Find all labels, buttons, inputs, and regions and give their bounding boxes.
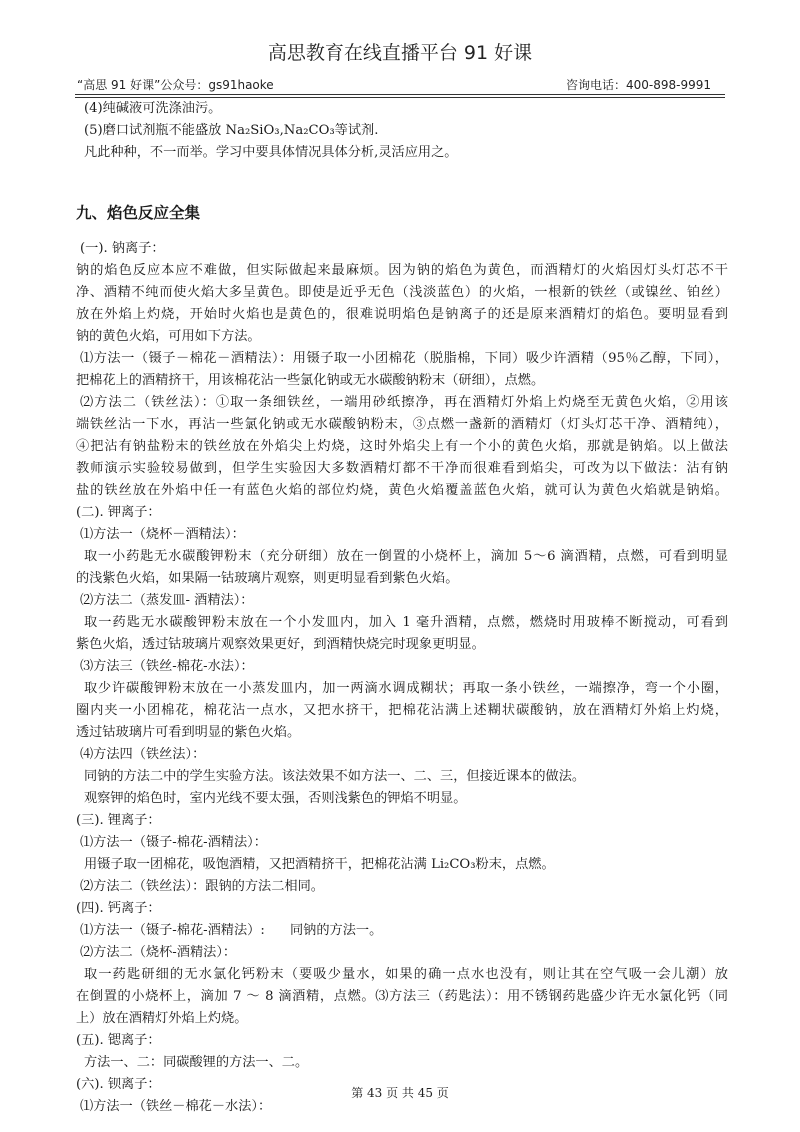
text-line: 取一药匙研细的无水氯化钙粉末（要吸少量水，如果的确一点水也没有，则让其在空气吸一会儿潮）放 [84, 967, 728, 982]
subsection-heading: (六). 钡离子： [76, 1077, 161, 1092]
intro-line: 凡此种种，不一而举。学习中要具体情况具体分析,灵活应用之。 [84, 145, 458, 160]
text-line: 用镊子取一团棉花，吸饱酒精，又把酒精挤干，把棉花沾满 Li₂CO₃粉末，点燃。 [84, 857, 555, 872]
intro-line: (4)纯碱液可洗涤油污。 [84, 101, 222, 116]
text-line: ⑵方法二（烧杯-酒精法）： [80, 945, 237, 960]
text-line: 取一小药匙无水碳酸钾粉末（充分研细）放在一倒置的小烧杯上，滴加 5～6 滴酒精，点燃，可看到明显 [84, 549, 728, 564]
header-title: 高思教育在线直播平台 91 好课 [267, 42, 533, 64]
text-line: ⑵方法二（蒸发皿- 酒精法）： [80, 593, 254, 608]
text-line: 放在外焰上灼烧，开始时火焰也是黄色的，很难说明焰色是钠离子的还是原来酒精灯的焰色。要明显看到 [76, 307, 728, 322]
text-line: 教师演示实验较易做到，但学生实验因大多数酒精灯都不干净而很难看到焰尖，可改为以下做法：沾有钠 [76, 461, 728, 476]
text-line: ⑶方法三（铁丝-棉花-水法）： [80, 659, 254, 674]
header-phone: 咨询电话：400-898-9991 [565, 78, 711, 92]
text-line: 上）放在酒精灯外焰上灼烧。 [76, 1011, 248, 1026]
subsection-heading: (二). 钾离子： [76, 505, 161, 520]
text-line: ⑵方法二（铁丝法）：①取一条细铁丝，一端用砂纸擦净，再在酒精灯外焰上灼烧至无黄色火焰，②用该 [80, 395, 728, 410]
header-bar [75, 74, 725, 94]
text-line: ⑷方法四（铁丝法）： [80, 747, 206, 762]
text-line: 净、酒精不纯而使火焰大多呈黄色。即使是近乎无色（浅淡蓝色）的火焰，一根新的铁丝（或镍丝、铂丝） [76, 285, 728, 300]
text-line: 透过钴玻璃片可看到明显的紫色火焰。 [76, 725, 301, 740]
text-line: ⑴方法一（镊子-棉花-酒精法）： [80, 835, 267, 850]
text-line: ⑴方法一（镊子-棉花-酒精法）: 同钠的方法一。 [80, 923, 383, 938]
header-wechat: “高思 91 好课”公众号：gs91haoke [77, 78, 274, 92]
page-number: 第 43 页 共 45 页 [351, 1086, 449, 1100]
subsection-heading: (四). 钙离子： [76, 901, 161, 916]
text-line: 盐的铁丝放在外焰中任一有蓝色火焰的部位灼烧，黄色火焰覆盖蓝色火焰，就可认为黄色火焰就是钠焰。 [76, 483, 728, 498]
text-line: 取少许碳酸钾粉末放在一小蒸发皿内，加一两滴水调成糊状；再取一条小铁丝，一端擦净，弯一个小圈， [84, 681, 728, 696]
text-line: ⑴方法一（铁丝－棉花－水法）： [80, 1099, 272, 1114]
intro-line: (5)磨口试剂瓶不能盛放 Na₂SiO₃,Na₂CO₃等试剂. [84, 123, 379, 138]
text-line: 钠的焰色反应本应不难做，但实际做起来最麻烦。因为钠的焰色为黄色，而酒精灯的火焰因灯头灯芯不干 [76, 263, 728, 278]
text-line: 取一药匙无水碳酸钾粉末放在一个小发皿内，加入 1 毫升酒精，点燃，燃烧时用玻棒不断搅动，可看到 [84, 615, 728, 630]
document-body [76, 98, 728, 1118]
text-line: 端铁丝沾一下水，再沾一些氯化钠或无水碳酸钠粉末，③点燃一盏新的酒精灯（灯头灯芯干净、酒精纯）， [76, 417, 728, 432]
text-line: ⑴方法一（烧杯－酒精法）： [80, 527, 245, 542]
text-line: 方法一、二：同碳酸锂的方法一、二。 [84, 1055, 309, 1070]
subsection-heading: (一). 钠离子： [80, 241, 165, 256]
header-rule [75, 94, 725, 95]
subsection-heading: (三). 锂离子： [76, 813, 161, 828]
text-line: ⑴方法一（镊子－棉花－酒精法）：用镊子取一小团棉花（脱脂棉，下同）吸少许酒精（95％乙醇，下同）， [80, 351, 728, 366]
section-title: 九、焰色反应全集 [76, 204, 201, 222]
text-line: 的浅紫色火焰，如果隔一钴玻璃片观察，则更明显看到紫色火焰。 [76, 571, 459, 586]
subsection-heading: (五). 锶离子： [76, 1033, 161, 1048]
text-line: 同钠的方法二中的学生实验方法。该法效果不如方法一、二、三，但接近课本的做法。 [84, 769, 586, 784]
text-line: 圈内夹一小团棉花，棉花沾一点水，又把水挤干，把棉花沾满上述糊状碳酸钠，放在酒精灯外焰上灼烧， [76, 703, 728, 718]
text-line: ④把沾有钠盐粉末的铁丝放在外焰尖上灼烧，这时外焰尖上有一个小的黄色火焰，那就是钠焰。以上做法 [76, 439, 728, 454]
text-line: 观察钾的焰色时，室内光线不要太强，否则浅紫色的钾焰不明显。 [84, 791, 467, 806]
text-line: 把棉花上的酒精挤干，用该棉花沾一些氯化钠或无水碳酸钠粉末（研细），点燃。 [76, 373, 545, 388]
text-line: 钠的黄色火焰，可用如下方法。 [76, 329, 261, 344]
text-line: ⑵方法二（铁丝法）：跟钠的方法二相同。 [80, 879, 324, 894]
text-line: 紫色火焰，透过钴玻璃片观察效果更好，到酒精快烧完时现象更明显。 [76, 637, 485, 652]
text-line: 在倒置的小烧杯上，滴加 7 ～ 8 滴酒精，点燃。⑶方法三（药匙法）：用不锈钢药匙盛少许无水氯化钙（同 [76, 989, 728, 1004]
